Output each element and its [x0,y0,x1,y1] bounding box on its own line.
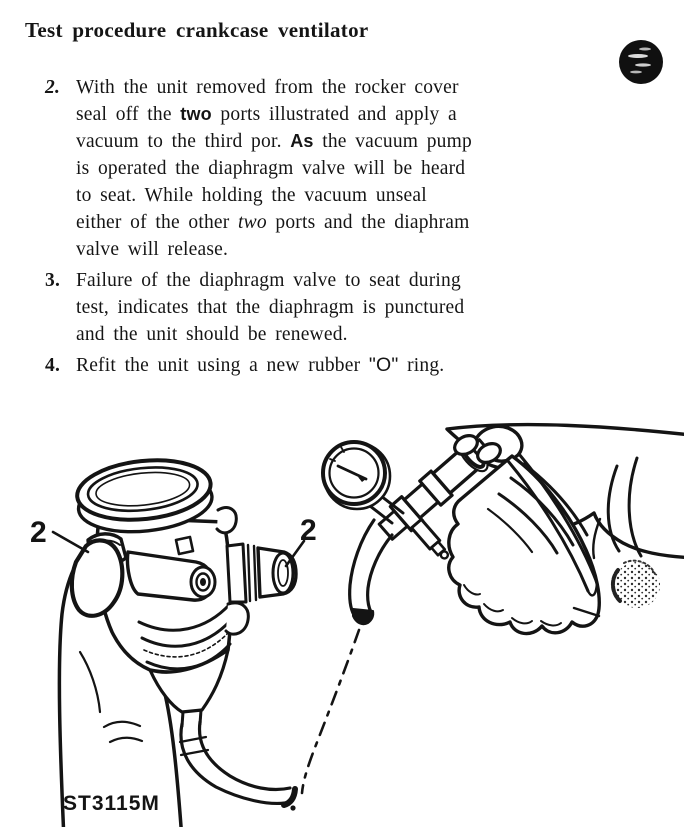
text-segment: two [180,104,212,124]
text-segment: "O" [368,354,399,376]
text-segment: ring. [398,355,445,376]
unit-hose [180,722,296,811]
text-segment: test, indicates that the diaphragm is punctured [76,297,465,318]
text-segment: to seat. While holding the vacuum unseal [76,185,427,206]
text-segment: is operated the diaphragm valve will be heard [76,158,466,179]
text-segment: seal off the [76,104,181,125]
leader-line-left [53,532,88,552]
stipple-blob-artifact [613,561,660,608]
release-valve [412,519,452,562]
text-segment: Refit the unit using a new rubber [76,355,369,376]
text-segment: vacuum to the third por. [76,131,291,152]
text-segment: ports illustrated and apply a [211,104,457,125]
text-segment: With the unit removed from the rocker cover [76,77,459,98]
text-segment: Failure of the diaphragm valve to seat during [76,270,461,291]
thumb [72,540,123,615]
port-right [227,544,296,602]
port-label-right: 2 [300,514,317,547]
text-segment: two [238,212,267,233]
pump-hose [350,520,392,624]
text-segment: 4. [45,355,61,376]
text-segment: and the unit should be renewed. [76,324,348,345]
connection-dashed-line [302,630,359,793]
page-title: Test procedure crankcase ventilator [25,18,369,42]
ink-blob-artifact [619,40,663,84]
port-label-left: 2 [30,516,47,549]
text-segment: the vacuum pump [313,131,472,152]
figure-code: ST3115M [63,792,160,815]
text-segment: ports and the diaphram [266,212,470,233]
text-segment: As [290,131,314,151]
text-segment: 3. [45,270,61,291]
text-segment: 2. [45,77,61,98]
gauge-drawing [323,442,390,509]
text-segment: either of the other [76,212,239,233]
text-segment: valve will release. [76,239,229,260]
